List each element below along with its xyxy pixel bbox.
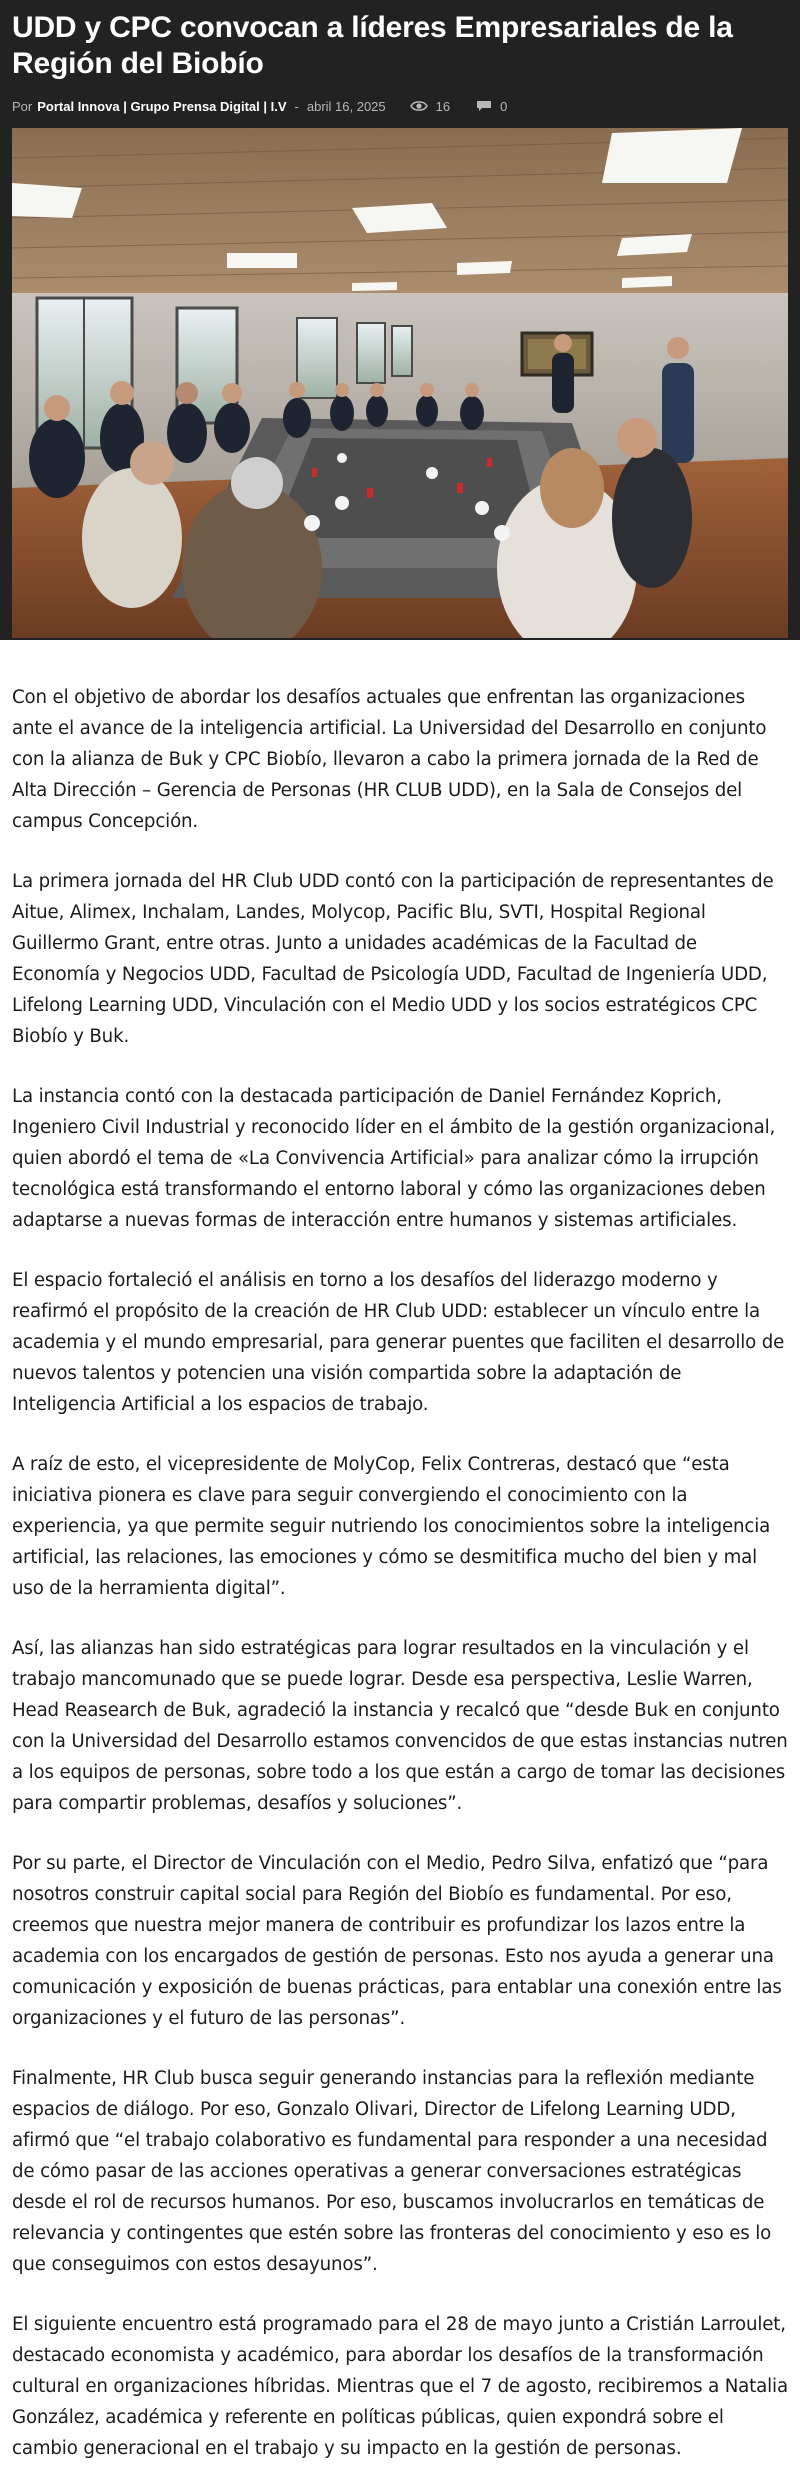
by-label: Por [12,98,33,114]
meta-separator: - [294,98,299,114]
paragraph: El espacio fortaleció el análisis en torno a los desafíos del liderazgo moderno y reafirmó el propósito de la creación de HR Club UDD: establecer un vínculo entre la academia y el mundo empresarial, para generar puentes que faciliten el desarrollo de nuevos talentos y potencien una visión compartida sobre la adaptación de Inteligencia Artificial a los espacios de trabajo. [12,1270,785,1415]
featured-image [12,128,788,638]
paragraph: Por su parte, el Director de Vinculación con el Medio, Pedro Silva, enfatizó que “para nosotros construir capital social para Región del Biobío es fundamental. Por eso, creemos que nuestra mejor manera de contribuir es profundizar los lazos entre la academia con los encargados de gestión de personas. Esto nos ayuda a generar una comunicación y exposición de buenas prácticas, para entablar una conexión entre las organizaciones y el futuro de las personas”. [12,1853,782,2029]
comment-icon [476,100,492,112]
paragraph: Finalmente, HR Club busca seguir generando instancias para la reflexión mediante espacios de diálogo. Por eso, Gonzalo Olivari, Director de Lifelong Learning UDD, afirmó que “el trabajo colaborativo es fundamental para responder a una necesidad de cómo pasar de las acciones operativas a generar conversaciones estratégicas desde el rol de recursos humanos. Por eso, buscamos involucrarlos en temáticas de relevancia y contingentes que estén sobre las fronteras del conocimiento y eso es lo que conseguimos con estos desayunos”. [12,2068,772,2275]
comments-count[interactable] [476,99,507,114]
paragraph: Así, las alianzas han sido estratégicas para lograr resultados en la vinculación y el trabajo mancomunado que se puede lograr. Desde esa perspectiva, Leslie Warren, Head Reasearch de Buk, agradeció la instancia y recalcó que “desde Buk en conjunto con la Universidad del Desarrollo estamos convencidos de que estas instancias nutren a los equipos de personas, sobre todo a los que están a cargo de tomar las decisiones para compartir problemas, desafíos y soluciones”. [12,1638,788,1814]
article-header [0,0,800,640]
article-title: UDD y CPC convocan a líderes Empresariales de la Región del Biobío [12,11,733,80]
eye-icon [410,100,428,112]
paragraph: La primera jornada del HR Club UDD contó con la participación de representantes de Aitue, Alimex, Inchalam, Landes, Molycop, Pacific Blu, SVTI, Hospital Regional Guillermo Grant, entre otras. Junto a unidades académicas de la Facultad de Economía y Negocios UDD, Facultad de Psicología UDD, Facultad de Ingeniería UDD, Lifelong Learning UDD, Vinculación con el Medio UDD y los socios estratégicos CPC Biobío y Buk. [12,871,774,1047]
paragraph: A raíz de esto, el vicepresidente de MolyCop, Felix Contreras, destacó que “esta iniciativa pionera es clave para seguir convergiendo el conocimiento con la experiencia, ya que permite seguir nutriendo los conocimientos sobre la inteligencia artificial, las relaciones, las emociones y cómo se desmitifica mucho del bien y mal uso de la herramienta digital”. [12,1454,771,1599]
paragraph: Con el objetivo de abordar los desafíos actuales que enfrentan las organizaciones ante el avance de la inteligencia artificial. La Universidad del Desarrollo en conjunto con la alianza de Buk y CPC Biobío, llevaron a cabo la primera jornada de la Red de Alta Dirección – Gerencia de Personas (HR CLUB UDD), en la Sala de Consejos del campus Concepción. [12,687,767,832]
views-value: 16 [435,98,451,114]
article-meta [12,96,788,116]
meeting-room-photo [12,128,788,638]
paragraph: El siguiente encuentro está programado para el 28 de mayo junto a Cristián Larroulet, destacado economista y académico, para abordar los desafíos de la transformación cultural en organizaciones híbridas. Mientras que el 7 de agosto, recibiremos a Natalia González, académica y referente en políticas públicas, quien expondrá sobre el cambio generacional en el trabajo y su impacto en la gestión de personas. [12,2314,788,2459]
article-body [0,640,800,2464]
publish-date: abril 16, 2025 [306,98,386,114]
author-link[interactable]: Portal Innova | Grupo Prensa Digital | I.V [37,98,287,114]
comments-value: 0 [500,98,508,114]
paragraph: La instancia contó con la destacada participación de Daniel Fernández Koprich, Ingeniero Civil Industrial y reconocido líder en el ámbito de la gestión organizacional, quien abordó el tema de «La Convivencia Artificial» para analizar cómo la irrupción tecnológica está transformando el entorno laboral y cómo las organizaciones deben adaptarse a nuevas formas de interacción entre humanos y sistemas artificiales. [12,1086,776,1231]
views-count [410,99,450,114]
